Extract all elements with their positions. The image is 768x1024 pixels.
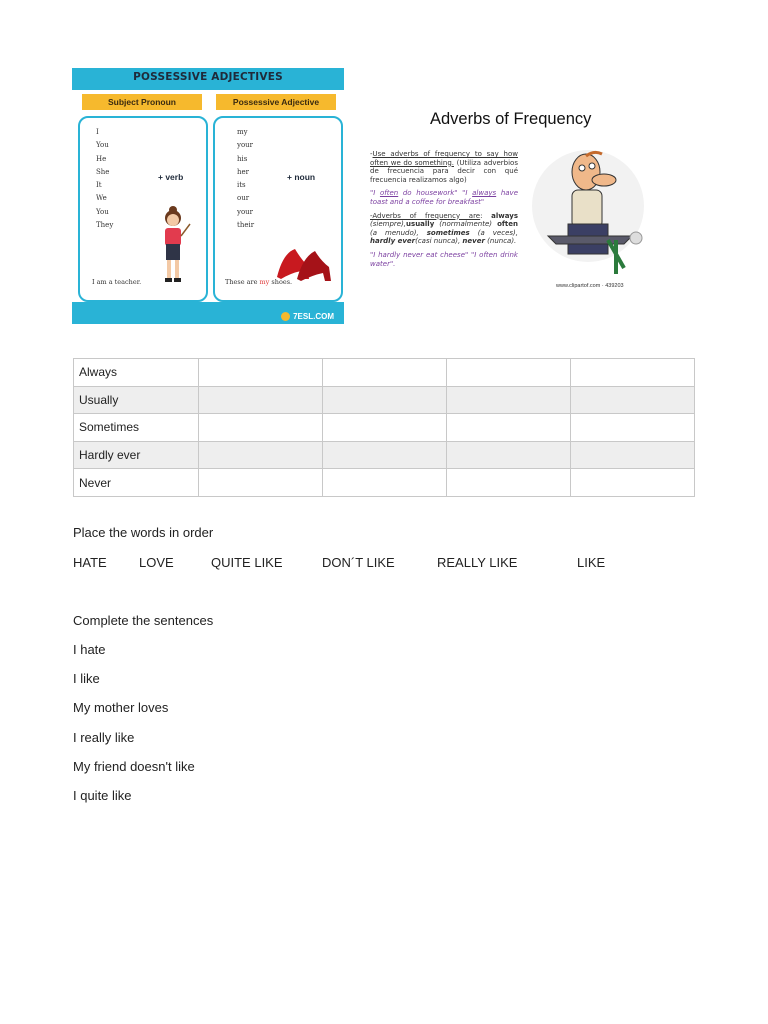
blank-cell[interactable] (323, 386, 447, 414)
blank-cell[interactable] (447, 386, 571, 414)
dash: - (370, 150, 373, 158)
translation: (casi nunca), (415, 237, 463, 246)
sentence-prompt: My mother loves (73, 700, 169, 715)
blank-cell[interactable] (571, 441, 695, 469)
possessive: our (237, 194, 250, 203)
possessive-list (237, 126, 254, 232)
adverb: usually (406, 220, 435, 229)
pronoun-list (96, 126, 113, 232)
logo-icon (281, 312, 290, 321)
blank-cell[interactable] (199, 441, 323, 469)
word-item: REALLY LIKE (437, 555, 518, 570)
pronoun: He (96, 154, 107, 163)
word-item: LOVE (139, 555, 174, 570)
example-text: have toast and a coffee for breakfast" (370, 189, 519, 206)
adverb: never (462, 237, 485, 246)
row-label: Never (74, 469, 199, 497)
blank-cell[interactable] (571, 469, 695, 497)
blank-cell[interactable] (323, 359, 447, 387)
clipart-credit: www.clipartof.com · 439203 (556, 283, 624, 289)
blank-cell[interactable] (447, 414, 571, 442)
blank-cell[interactable] (199, 469, 323, 497)
table-row (74, 441, 695, 469)
pronoun: You (96, 141, 109, 150)
possessive: my (237, 128, 248, 136)
red-shoes-illustration (273, 243, 335, 283)
slide-paragraph-2 (370, 189, 518, 206)
pronoun: We (96, 194, 107, 203)
colon: : (480, 211, 492, 220)
rule-text: Use adverbs of frequency to say how often we do something. (370, 150, 518, 167)
translation: (normalmente) (434, 220, 498, 229)
possessive: her (237, 167, 249, 176)
sentence-prompt: I really like (73, 730, 135, 745)
blank-cell[interactable] (323, 441, 447, 469)
possessive-adjectives-infographic (72, 68, 344, 324)
plus-noun-label: + noun (287, 172, 316, 182)
pronoun: They (96, 221, 114, 230)
adverb: hardly ever (370, 237, 416, 246)
frequency-table (73, 358, 695, 497)
complete-heading: Complete the sentences (73, 613, 214, 628)
adverb-often: often (379, 189, 399, 198)
example-text: shoes. (269, 278, 293, 286)
translation: (a veces), (469, 228, 518, 237)
example-highlight: my (259, 278, 270, 286)
table-row (74, 359, 695, 387)
adverb-always: always (472, 189, 497, 198)
blank-cell[interactable] (571, 359, 695, 387)
table-row (74, 469, 695, 497)
blank-cell[interactable] (447, 359, 571, 387)
table-row (74, 386, 695, 414)
order-heading: Place the words in order (73, 525, 214, 540)
possessive: its (237, 181, 246, 190)
translation: (siempre), (370, 220, 407, 229)
example-text: "I (370, 189, 380, 198)
possessive-adjective-box (213, 116, 343, 302)
word-item: DON´T LIKE (322, 555, 395, 570)
sentence-prompt: My friend doesn't like (73, 759, 195, 774)
slide-paragraph-4: "I hardly never eat cheese" "I often drink water". (370, 250, 518, 268)
pronoun: It (96, 181, 102, 190)
possessive: your (237, 207, 254, 216)
blank-cell[interactable] (323, 414, 447, 442)
translation: (nunca). (484, 237, 517, 246)
row-label: Hardly ever (74, 441, 199, 469)
blank-cell[interactable] (571, 414, 695, 442)
pronoun: You (96, 207, 109, 216)
sentence-prompt: I quite like (73, 788, 132, 803)
word-item: HATE (73, 555, 107, 570)
adverb: always (491, 211, 518, 220)
example-text: do housework" "I (398, 189, 473, 198)
row-label: Always (74, 359, 199, 387)
example-text: These are (225, 278, 260, 286)
7esl-logo (281, 312, 334, 321)
blank-cell[interactable] (199, 414, 323, 442)
row-label: Usually (74, 386, 199, 414)
stressed-man-ironing-illustration (528, 144, 656, 284)
subject-pronoun-box (78, 116, 208, 302)
blank-cell[interactable] (199, 359, 323, 387)
infographic-body (72, 90, 344, 302)
word-item: QUITE LIKE (211, 555, 283, 570)
list-intro: -Adverbs of frequency are (370, 211, 481, 220)
adverbs-of-frequency-slide (366, 100, 656, 310)
infographic-title: POSSESSIVE ADJECTIVES (133, 71, 283, 83)
logo-text: 7ESL.COM (293, 312, 334, 321)
slide-title: Adverbs of Frequency (430, 110, 592, 128)
sentence-prompt: I hate (73, 642, 106, 657)
subject-pronoun-header: Subject Pronoun (82, 94, 202, 110)
pronoun: She (96, 167, 110, 176)
adverb: sometimes (426, 228, 470, 237)
blank-cell[interactable] (199, 386, 323, 414)
plus-verb-label: + verb (158, 172, 184, 182)
blank-cell[interactable] (447, 469, 571, 497)
adverb: often (497, 220, 518, 229)
possessive: his (237, 154, 248, 163)
slide-paragraph-3 (370, 212, 518, 246)
blank-cell[interactable] (447, 441, 571, 469)
possessive: their (237, 221, 255, 230)
example-sentence-1: I am a teacher. (92, 278, 142, 286)
blank-cell[interactable] (323, 469, 447, 497)
table-row (74, 414, 695, 442)
row-label: Sometimes (74, 414, 199, 442)
teacher-illustration (158, 206, 192, 286)
translation: (a menudo), (370, 228, 427, 237)
pronoun: I (96, 128, 99, 136)
blank-cell[interactable] (571, 386, 695, 414)
rule-translation: (Utiliza adverbios de frecuencia para decir con qué frecuencia realizamos algo) (370, 158, 518, 184)
word-item: LIKE (577, 555, 606, 570)
possessive-adjective-header: Possessive Adjective (216, 94, 336, 110)
order-words-row (0, 555, 768, 573)
sentence-prompt: I like (73, 671, 100, 686)
slide-text (370, 150, 518, 273)
possessive: your (237, 141, 254, 150)
slide-paragraph-1 (370, 150, 518, 184)
